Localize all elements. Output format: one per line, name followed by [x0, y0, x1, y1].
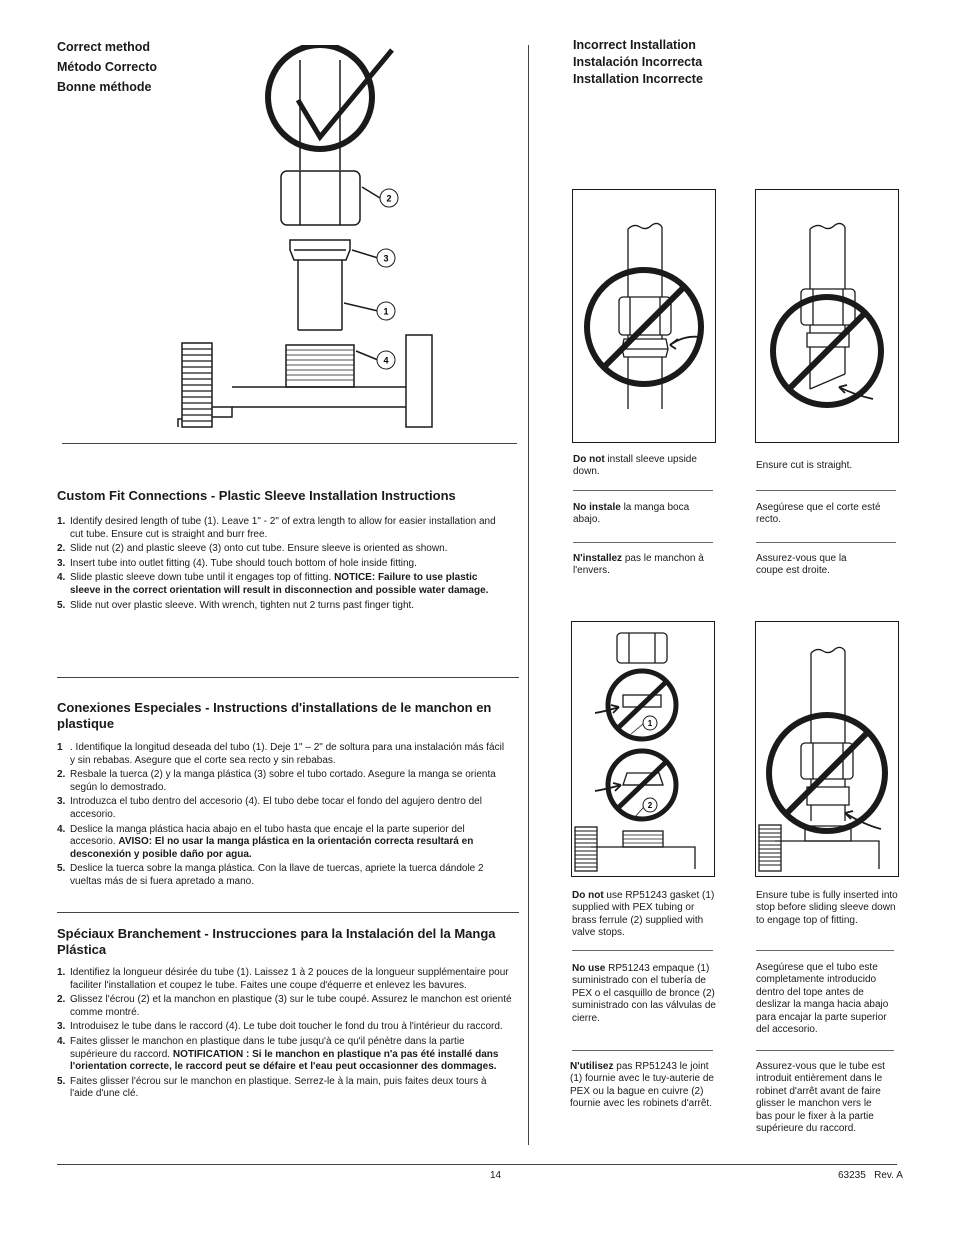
divider — [572, 950, 713, 951]
callout-4 — [377, 351, 395, 369]
svg-text:2: 2 — [386, 193, 392, 204]
caption-upside-en: Do not install sleeve upside down. — [573, 454, 697, 478]
doc-number: 63235 Rev. A — [838, 1170, 903, 1181]
divider — [756, 1050, 894, 1051]
panel-gasket-ferrule — [571, 621, 715, 877]
caption-upside-es: No instale la manga boca abajo. — [573, 502, 690, 526]
step-3-4: 4. Faites glisser le manchon en plastique dans le tube jusqu'à ce qu'il pénètre dans la partie supérieure du raccord. NOTIFICATION : Si le manchon en plastique n'a pas été installé dans l'orientation correcte, le raccord peut se défaire et l'eau peut occasionner des dommages. — [57, 1035, 499, 1073]
step-2-2: 2. Resbale la tuerca (2) y la manga plástica (3) sobre el tubo cortado. Asegure la manga se orienta según lo demostrado. — [57, 769, 496, 793]
section-title-3: Spéciaux Branchement - Instrucciones para la Instalación del la Manga Plástica — [57, 926, 496, 957]
section-title-en: Custom Fit Connections - Plastic Sleeve Installation Instructions — [57, 488, 456, 503]
steps-2 — [57, 742, 507, 891]
divider — [756, 490, 896, 491]
svg-text:1: 1 — [383, 306, 389, 317]
divider — [57, 912, 519, 913]
step-2-1: 1 . Identifique la longitud deseada del tubo (1). Deje 1" – 2" de soltura para una instalación más fácil y sin rebabas. Asegure que el corte sea recto y sin rebabas. — [57, 742, 505, 766]
step-3-2: 2. Glissez l'écrou (2) et la manchon en plastique (3) sur le tube coupé. Assurez le manchon est orienté comme montré. — [57, 994, 512, 1018]
page-number: 14 — [490, 1170, 502, 1181]
step-3-1: 1. Identifiez la longueur désirée du tube (1). Laissez 1 à 2 pouces de la longueur supplémentaire pour faciliter l'installation et coupez le tube. Faites une coupe d'équerre et enlevez les bavures. — [57, 967, 509, 991]
panel-straight-cut — [755, 189, 899, 443]
footer-rule — [57, 1164, 897, 1165]
svg-text:2: 2 — [647, 801, 653, 810]
column-divider — [528, 45, 529, 1145]
divider — [57, 677, 519, 678]
section-title-2: Conexiones Especiales - Instructions d'installations de le manchon en plastique — [57, 700, 492, 731]
correct-method-figure — [170, 45, 450, 437]
step-2-3: 3. Introduzca el tubo dentro del accesorio (4). El tubo debe tocar el fondo del agujero dentro del accesorio. — [57, 796, 482, 820]
caption-gasket-es: No use RP51243 empaque (1) suministrado con el tubería de PEX o el casquillo de bronce (2) suministrado con las válvulas de cierre. — [572, 963, 716, 1024]
step-en-5: 5. Slide nut over plastic sleeve. With wrench, tighten nut 2 turns past finger tight. — [57, 599, 415, 611]
step-2-4: 4. Deslice la manga plástica hacia abajo en el tubo hasta que encaje el la parte superior del accesorio. AVISO: El no usar la manga plástica en la orientación correcta resultará en desconexión y posible daño por agua. — [57, 823, 474, 860]
step-en-3: 3. Insert tube into outlet fitting (4). Tube should touch bottom of hole inside fitting. — [57, 557, 417, 569]
svg-text:3: 3 — [383, 253, 389, 264]
caption-gasket-fr: N'utilisez pas RP51243 le joint (1) fournie avec le tuy-auterie de PEX ou la bague en cuivre (2) fournie avec les robinets d'arrêt. — [570, 1061, 714, 1110]
step-3-3: 3. Introduisez le tube dans le raccord (4). Le tube doit toucher le fond du trou à l'intérieur du raccord. — [57, 1021, 503, 1033]
correct-title-en: Correct method — [57, 40, 151, 54]
divider — [572, 1050, 713, 1051]
caption-cut-en: Ensure cut is straight. — [756, 460, 853, 471]
steps-en — [57, 516, 497, 614]
divider — [756, 950, 894, 951]
caption-cut-fr: Assurez-vous que la coupe est droite. — [756, 553, 847, 577]
correct-title-es: Método Correcto — [57, 60, 157, 74]
panel-fully-inserted — [755, 621, 899, 877]
caption-cut-es: Asegúrese que el corte esté recto. — [756, 502, 881, 526]
divider — [62, 443, 517, 444]
incorrect-title-en: Incorrect Installation — [573, 38, 696, 52]
divider — [573, 542, 713, 543]
step-3-5: 5. Faites glisser l'écrou sur le manchon en plastique. Serrez-le à la main, puis faites deux tours à l'aide d'une clé. — [57, 1075, 487, 1100]
incorrect-title-es: Instalación Incorrecta — [573, 55, 703, 69]
caption-gasket-en: Do not use RP51243 gasket (1) supplied with PEX tubing or brass ferrule (2) supplied with valve stops. — [572, 890, 715, 939]
panel-upside-down-sleeve — [572, 189, 716, 443]
step-en-2: 2. Slide nut (2) and plastic sleeve (3) onto cut tube. Ensure sleeve is oriented as shown. — [57, 543, 448, 555]
checkmark-icon — [298, 50, 392, 137]
divider — [756, 542, 896, 543]
step-en-4: 4. Slide plastic sleeve down tube until it engages top of fitting. NOTICE: Failure to use plastic sleeve in the correct orientation will result in disconnection and possible water damage. — [57, 572, 489, 596]
caption-upside-fr: N'installez pas le manchon à l'envers. — [573, 553, 704, 577]
divider — [573, 490, 713, 491]
step-2-5: 5. Deslice la tuerca sobre la manga plástica. Con la llave de tuercas, apriete la tuerca dándole 2 vueltas más de si fuera apretado a mano. — [57, 863, 484, 887]
callout-2 — [380, 189, 398, 207]
correct-method-titles — [57, 37, 157, 97]
callout-2 — [643, 798, 657, 812]
step-en-1: 1. Identify desired length of tube (1). Leave 1" - 2" of extra length to allow for easier installation and cut tube. Ensure cut is straight and burr free. — [57, 516, 496, 540]
incorrect-title-fr: Installation Incorrecte — [573, 72, 703, 86]
caption-insert-es: Asegúrese que el tubo este completamente introducido dentro del tope antes de deslizar la manga hacia abajo para encajar la parte superior del accesorio. — [756, 962, 889, 1036]
callout-1 — [377, 302, 395, 320]
steps-3 — [57, 967, 512, 1103]
caption-insert-en: Ensure tube is fully inserted into stop before sliding sleeve down to engage top of fitting. — [756, 890, 898, 926]
caption-insert-fr: Assurez-vous que le tube est introduit entièrement dans le robinet d'arrêt avant de faire glisser le manchon vers le bas pour le fixer à la partie supérieure du raccord. — [756, 1061, 885, 1135]
correct-title-fr: Bonne méthode — [57, 80, 152, 94]
callout-1 — [643, 716, 657, 730]
svg-text:4: 4 — [383, 355, 389, 366]
svg-text:1: 1 — [647, 719, 653, 728]
callout-3 — [377, 249, 395, 267]
incorrect-titles — [573, 37, 703, 88]
